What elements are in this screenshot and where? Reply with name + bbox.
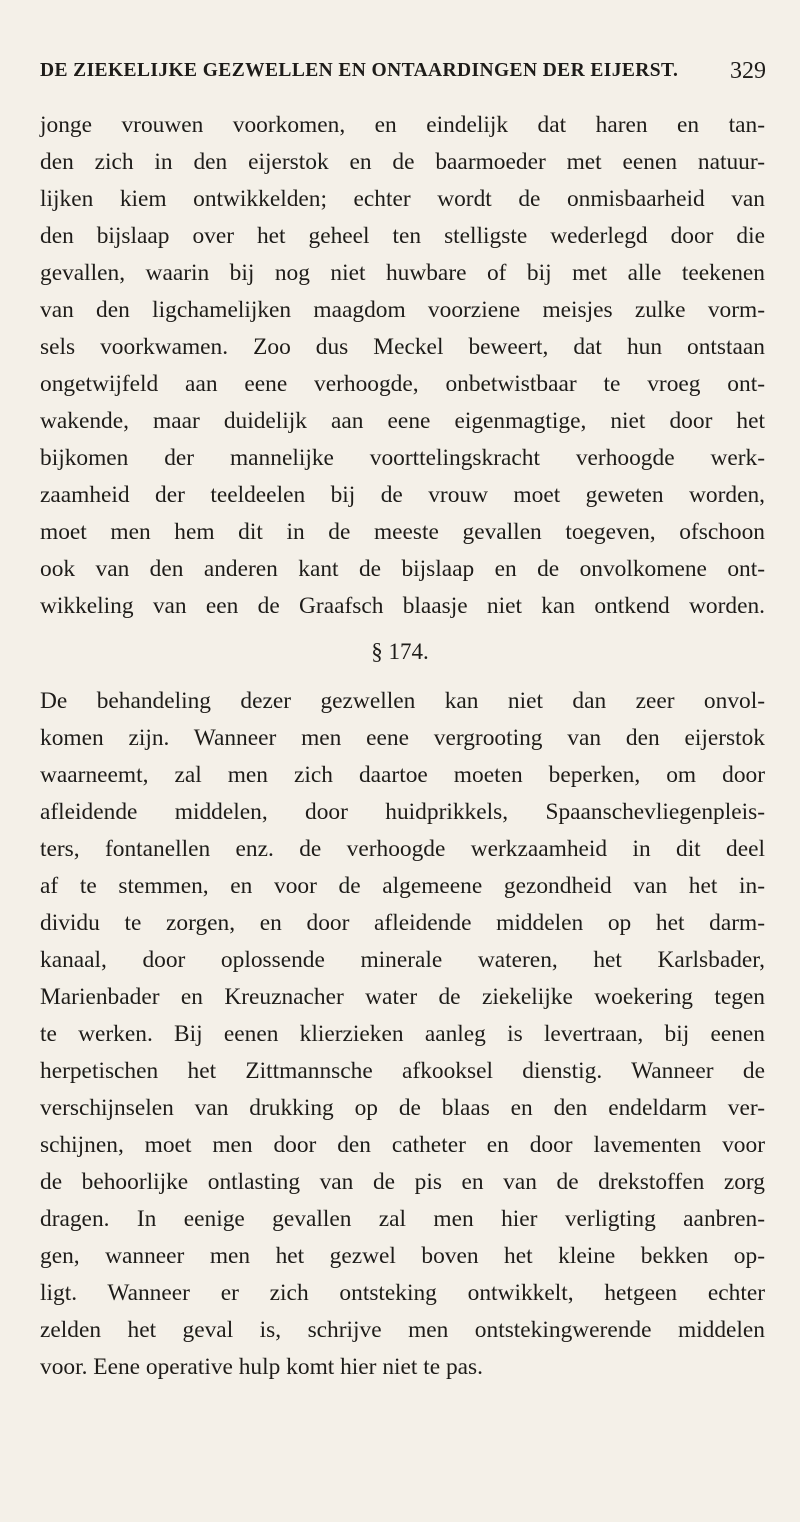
running-header [40, 60, 766, 88]
section-heading: § 174. [371, 639, 429, 664]
text-line: den bijslaap over het geheel ten stelligste wederlegd door die [40, 223, 765, 249]
text-line: ligt. Wanneer er zich ontsteking ontwikkelt, hetgeen echter [40, 1280, 765, 1306]
page-number: 329 [730, 58, 766, 84]
text-line: afleidende middelen, door huidprikkels, Spaanschevliegenpleis- [40, 799, 765, 825]
text-line: zelden het geval is, schrijve men ontstekingwerende middelen [40, 1317, 765, 1343]
text-line: waarneemt, zal men zich daartoe moeten beperken, om door [40, 762, 765, 788]
text-line: ook van den anderen kant de bijslaap en de onvolkomene ont- [40, 556, 765, 582]
text-line: voor. Eene operative hulp komt hier niet te pas. [40, 1354, 483, 1380]
text-line: sels voorkwamen. Zoo dus Meckel beweert, dat hun ontstaan [40, 334, 765, 360]
text-line: wakende, maar duidelijk aan eene eigenmagtige, niet door het [40, 408, 765, 434]
text-line: jonge vrouwen voorkomen, en eindelijk dat haren en tan- [40, 112, 765, 138]
text-line: De behandeling dezer gezwellen kan niet dan zeer onvol- [40, 688, 765, 714]
text-line: zaamheid der teeldeelen bij de vrouw moet geweten worden, [40, 482, 765, 508]
text-line: gevallen, waarin bij nog niet huwbare of bij met alle teekenen [40, 260, 765, 286]
text-line: af te stemmen, en voor de algemeene gezondheid van het in- [40, 873, 765, 899]
text-line: bijkomen der mannelijke voorttelingskracht verhoogde werk- [40, 445, 765, 471]
text-line: de behoorlijke ontlasting van de pis en van de drekstoffen zorg [40, 1169, 765, 1195]
text-line: van den ligchamelijken maagdom voorziene meisjes zulke vorm- [40, 297, 765, 323]
text-line: te werken. Bij eenen klierzieken aanleg is levertraan, bij eenen [40, 1021, 765, 1047]
text-line: schijnen, moet men door den catheter en door lavementen voor [40, 1132, 765, 1158]
text-line: kanaal, door oplossende minerale wateren, het Karlsbader, [40, 947, 765, 973]
text-line: komen zijn. Wanneer men eene vergrooting van den eijerstok [40, 725, 765, 751]
text-line: dragen. In eenige gevallen zal men hier verligting aanbren- [40, 1206, 765, 1232]
text-line: moet men hem dit in de meeste gevallen toegeven, ofschoon [40, 519, 765, 545]
text-line: wikkeling van een de Graafsch blaasje niet kan ontkend worden. [40, 593, 765, 619]
text-line: gen, wanneer men het gezwel boven het kleine bekken op- [40, 1243, 765, 1269]
text-line: herpetischen het Zittmannsche afkooksel dienstig. Wanneer de [40, 1058, 765, 1084]
running-title: DE ZIEKELIJKE GEZWELLEN EN ONTAARDINGEN DER EIJERST. [40, 60, 679, 81]
text-line: lijken kiem ontwikkelden; echter wordt de onmisbaarheid van [40, 186, 765, 212]
text-line: verschijnselen van drukking op de blaas en den endeldarm ver- [40, 1095, 765, 1121]
text-line: ters, fontanellen enz. de verhoogde werkzaamheid in dit deel [40, 836, 765, 862]
text-line: dividu te zorgen, en door afleidende middelen op het darm- [40, 910, 765, 936]
text-line: Marienbader en Kreuznacher water de ziekelijke woekering tegen [40, 984, 765, 1010]
text-line: ongetwijfeld aan eene verhoogde, onbetwistbaar te vroeg ont- [40, 371, 765, 397]
text-line: den zich in den eijerstok en de baarmoeder met eenen natuur- [40, 149, 765, 175]
